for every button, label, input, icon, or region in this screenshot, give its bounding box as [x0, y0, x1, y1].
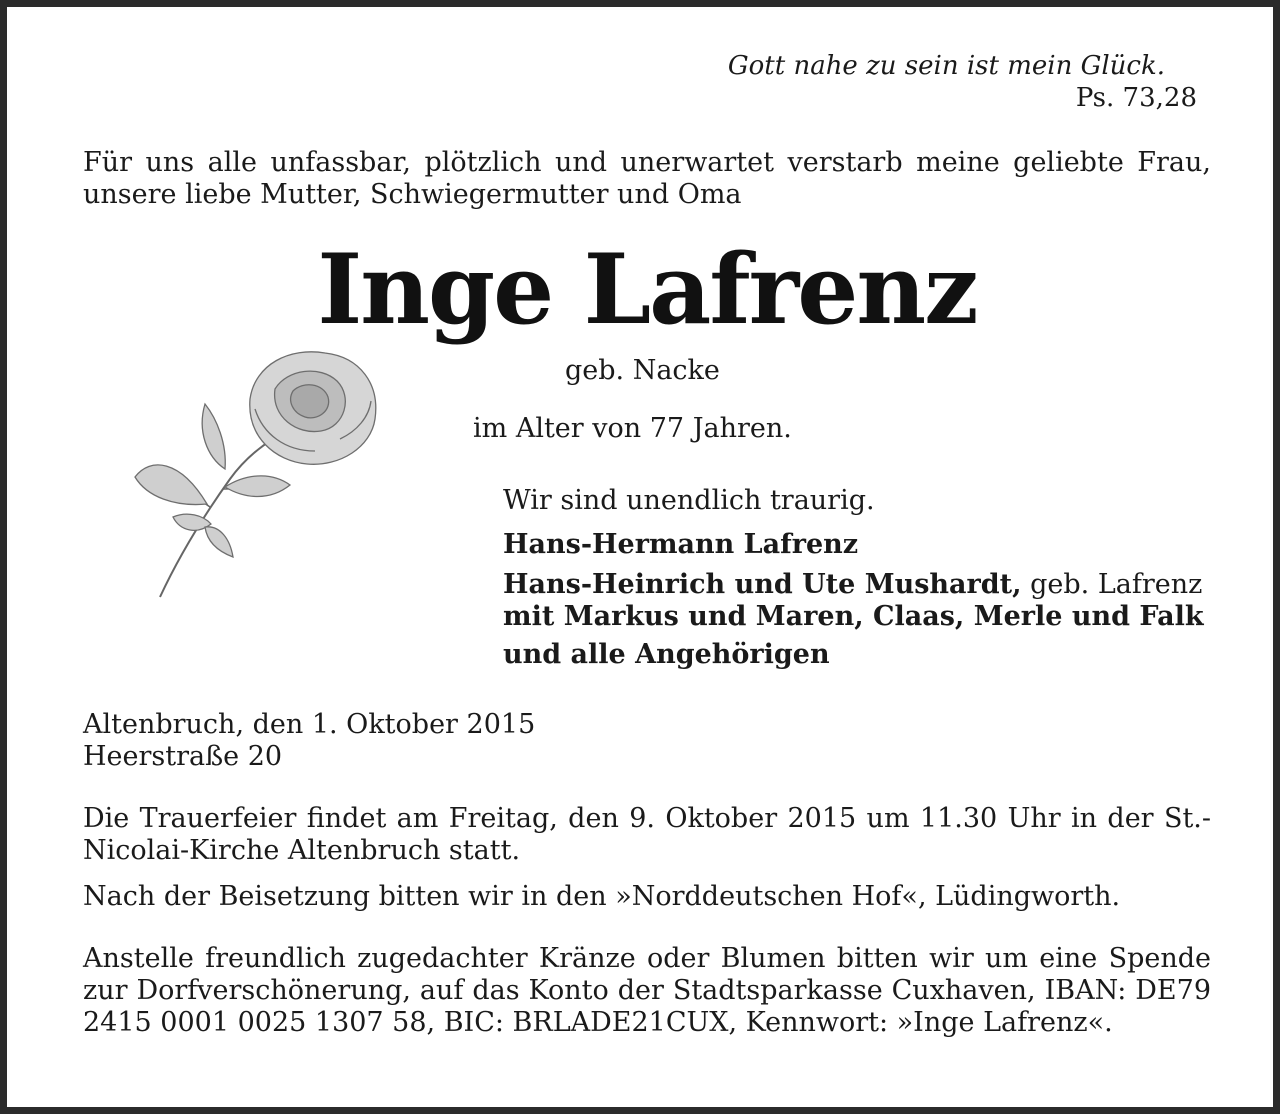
grief-line: Wir sind unendlich traurig. [503, 485, 875, 516]
donation-notice: Anstelle freundlich zugedachter Kränze oder Blumen bitten wir um eine Spende zur Dorfverschönerung, auf das Konto der Stadtsparkasse Cuxhaven, IBAN: DE79 2415 0001 0025 1307 58, BIC: BRLADE21CUX, Kennwort: »Inge Lafrenz«. [83, 943, 1211, 1038]
place-date: Altenbruch, den 1. Oktober 2015 [83, 709, 536, 740]
mourner-line-2-names: Hans-Heinrich und Ute Mushardt, [503, 569, 1022, 600]
burial-notice: Nach der Beisetzung bitten wir in den »Norddeutschen Hof«, Lüdingworth. [83, 881, 1121, 912]
age-line: im Alter von 77 Jahren. [473, 413, 792, 444]
mourner-line-2-maiden: geb. Lafrenz [1021, 569, 1203, 600]
bible-verse: Gott nahe zu sein ist mein Glück. [727, 51, 1165, 81]
mourner-line-1: Hans-Hermann Lafrenz [503, 529, 859, 560]
mourner-line-3: mit Markus und Maren, Claas, Merle und Falk [503, 601, 1204, 632]
mourner-line-2 [503, 569, 1202, 601]
rose-illustration-icon [125, 339, 395, 604]
mourner-line-4: und alle Angehörigen [503, 639, 830, 670]
birth-name: geb. Nacke [565, 355, 720, 386]
bible-reference: Ps. 73,28 [1075, 83, 1197, 113]
intro-text: Für uns alle unfassbar, plötzlich und unerwartet verstarb meine geliebte Frau, unsere liebe Mutter, Schwiegermutter und Oma [83, 147, 1211, 210]
address: Heerstraße 20 [83, 741, 283, 772]
funeral-notice: Die Trauerfeier findet am Freitag, den 9. Oktober 2015 um 11.30 Uhr in der St.-Nicolai-Kirche Altenbruch statt. [83, 803, 1211, 866]
deceased-name: Inge Lafrenz [317, 233, 977, 346]
